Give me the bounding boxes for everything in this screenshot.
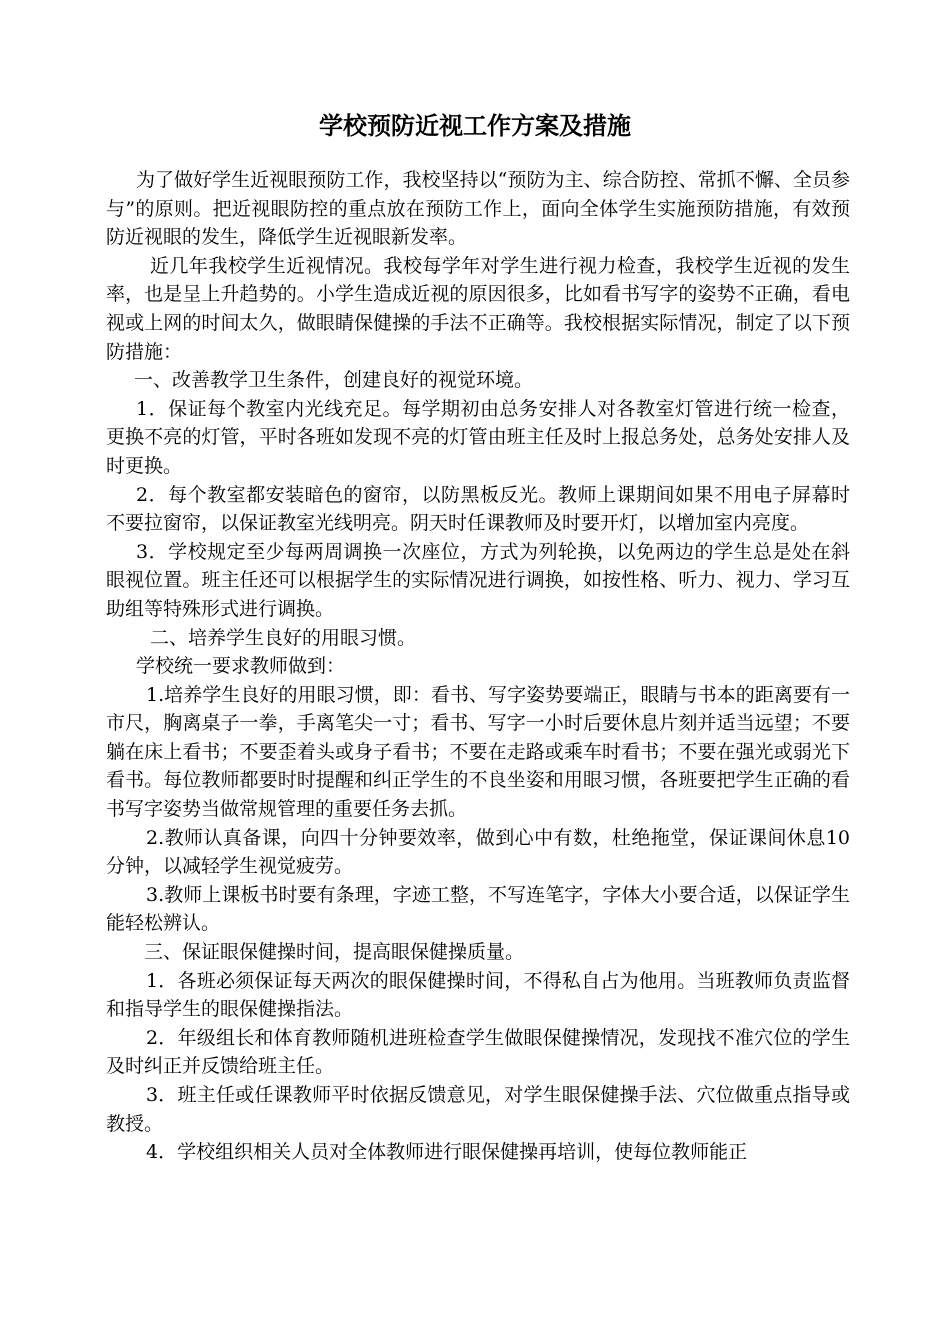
paragraph-2-3: 3.教师上课板书时要有条理，字迹工整，不写连笔字，字体大小要合适，以保证学生能轻松辨认。 bbox=[106, 883, 850, 935]
section-heading-3: 三、保证眼保健操时间，提高眼保健操质量。 bbox=[144, 941, 525, 964]
paragraph-intro: 为了做好学生近视眼预防工作，我校坚持以“预防为主、综合防控、常抓不懈、全员参与”的原则。把近视眼防控的重点放在预防工作上，面向全体学生实施预防措施，有效预防近视眼的发生，降低学生近视眼新发率。 bbox=[106, 169, 850, 249]
paragraph-3-1: 1．各班必须保证每天两次的眼保健操时间，不得私自占为他用。当班教师负责监督和指导学生的眼保健操指法。 bbox=[106, 969, 850, 1021]
paragraph-2-intro: 学校统一要求教师做到： bbox=[136, 655, 346, 678]
paragraph-2-1: 1.培养学生良好的用眼习惯，即：看书、写字姿势要端正，眼睛与书本的距离要有一市尺，胸离桌子一拳，手离笔尖一寸；看书、写字一小时后要休息片刻并适当远望；不要躺在床上看书；不要歪着头或身子看书；不要在走路或乘车时看书；不要在强光或弱光下看书。每位教师都要时时提醒和纠正学生的不良坐姿和用眼习惯，各班要把学生正确的看书写字姿势当做常规管理的重要任务去抓。 bbox=[106, 683, 850, 821]
paragraph-3-3: 3．班主任或任课教师平时依据反馈意见，对学生眼保健操手法、穴位做重点指导或教授。 bbox=[106, 1084, 850, 1135]
section-heading-1: 一、改善教学卫生条件，创建良好的视觉环境。 bbox=[134, 369, 534, 392]
paragraph-2-2: 2.教师认真备课，向四十分钟要效率，做到心中有数，杜绝拖堂，保证课间休息10分钟，以减轻学生视觉疲劳。 bbox=[106, 826, 850, 878]
section-heading-2: 二、培养学生良好的用眼习惯。 bbox=[150, 626, 417, 649]
paragraph-3-2: 2．年级组长和体育教师随机进班检查学生做眼保健操情况，发现找不准穴位的学生及时纠正并反馈给班主任。 bbox=[106, 1026, 850, 1078]
paragraph-1-1: 1．保证每个教室内光线充足。每学期初由总务安排人对各教室灯管进行统一检查，更换不亮的灯管，平时各班如发现不亮的灯管由班主任及时上报总务处，总务处安排人及时更换。 bbox=[106, 397, 850, 477]
paragraph-1-2: 2．每个教室都安装暗色的窗帘，以防黑板反光。教师上课期间如果不用电子屏幕时不要拉窗帘，以保证教室光线明亮。阴天时任课教师及时要开灯，以增加室内亮度。 bbox=[106, 483, 850, 535]
paragraph-current-situation: 近几年我校学生近视情况。我校每学年对学生进行视力检查，我校学生近视的发生率，也是呈上升趋势的。小学生造成近视的原因很多，比如看书写字的姿势不正确，看电视或上网的时间太久，做眼睛保健操的手法不正确等。我校根据实际情况，制定了以下预防措施： bbox=[106, 254, 850, 363]
document-body bbox=[106, 166, 850, 1167]
paragraph-1-3: 3．学校规定至少每两周调换一次座位，方式为列轮换，以免两边的学生总是处在斜眼视位置。班主任还可以根据学生的实际情况进行调换，如按性格、听力、视力、学习互助组等特殊形式进行调换。 bbox=[106, 540, 850, 620]
paragraph-3-4: 4．学校组织相关人员对全体教师进行眼保健操再培训，使每位教师能正 bbox=[146, 1141, 748, 1164]
document-title: 学校预防近视工作方案及措施 bbox=[319, 112, 631, 140]
